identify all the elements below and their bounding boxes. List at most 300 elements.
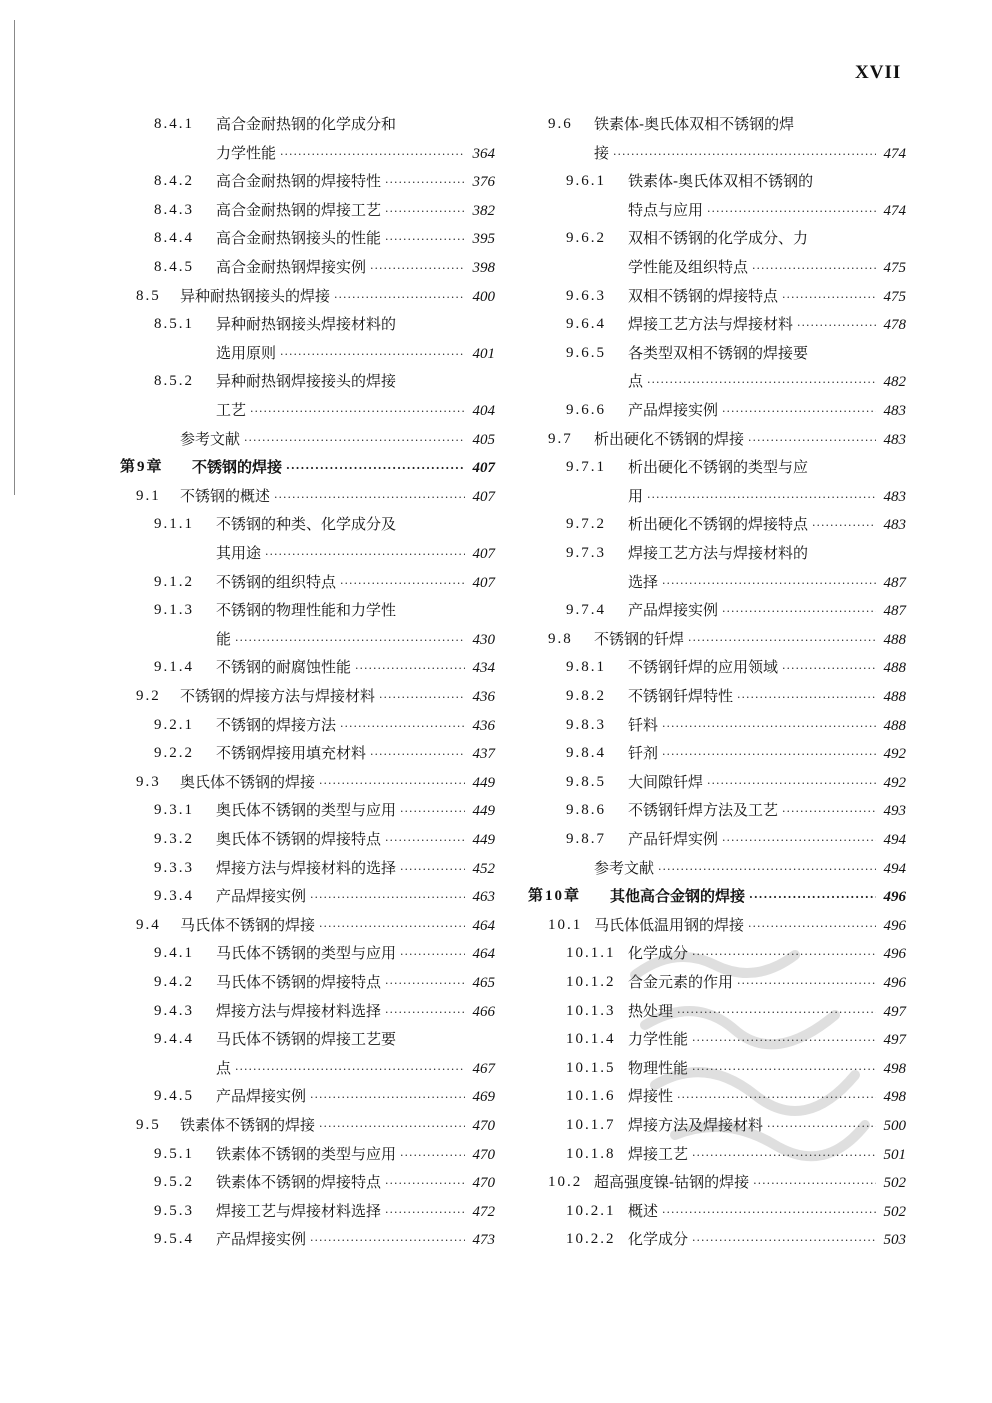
toc-subsection: [154, 224, 495, 253]
toc-number: 9.5.2: [154, 1174, 194, 1191]
dot-leader: [748, 912, 876, 941]
dot-leader: [722, 597, 876, 626]
toc-page-number: 376: [472, 174, 495, 191]
toc-number: 10.1.6: [566, 1088, 616, 1105]
toc-line: [628, 1111, 906, 1141]
toc-section: [136, 911, 495, 940]
toc-title: 异种耐热钢焊接接头的焊接: [216, 372, 397, 391]
toc-number: 9.7.1: [566, 459, 606, 476]
toc-line: [216, 224, 495, 254]
toc-section: [548, 911, 906, 940]
toc-subsection: [566, 682, 906, 711]
toc-chapter: [120, 453, 495, 482]
toc-line: [628, 196, 906, 226]
toc-page-number: 474: [883, 145, 906, 162]
toc-title: 不锈钢的钎焊: [594, 629, 685, 648]
toc-section: [136, 425, 495, 454]
toc-title: 铁素体不锈钢的焊接特点: [216, 1173, 382, 1192]
toc-page-number: 470: [472, 1118, 495, 1134]
toc-subsection: [566, 224, 906, 281]
toc-number: 9.1.1: [154, 516, 194, 533]
toc-title: 奥氏体不锈钢的焊接: [180, 772, 316, 791]
dot-leader: [370, 740, 465, 769]
toc-subsection: [154, 110, 495, 167]
toc-line: [628, 1054, 906, 1084]
toc-title: 超高强度镍-钴钢的焊接: [594, 1173, 750, 1192]
dot-leader: [812, 511, 876, 540]
toc-title: 铁素体-奥氏体双相不锈钢的: [628, 172, 814, 191]
toc-subsection: [566, 1082, 906, 1111]
dot-leader: [385, 1169, 465, 1198]
toc-subsection: [154, 711, 495, 740]
toc-number: 9.1.3: [154, 602, 194, 619]
toc-title: 接: [594, 143, 610, 162]
dot-leader: [692, 1141, 876, 1170]
toc-title: 产品焊接实例: [216, 1230, 307, 1249]
dot-leader: [613, 140, 876, 169]
toc-number: 9.6.6: [566, 402, 606, 418]
toc-number: 10.2.2: [566, 1231, 616, 1248]
dot-leader: [400, 940, 465, 969]
toc-page-number: 482: [883, 374, 906, 391]
toc-title: 不锈钢的种类、化学成分及: [216, 515, 397, 534]
toc-line: [628, 282, 906, 312]
toc-page-number: 503: [883, 1232, 906, 1249]
toc-number: 9.8.4: [566, 745, 606, 762]
dot-leader: [647, 368, 876, 397]
toc-number: 10.2: [548, 1174, 583, 1191]
toc-page-number: 437: [472, 746, 495, 763]
toc-number: 9.7: [548, 430, 573, 447]
toc-number: 9.8.1: [566, 659, 606, 676]
toc-page-number: 407: [472, 460, 495, 477]
toc-page-number: 436: [472, 689, 495, 705]
toc-line: [216, 1140, 495, 1170]
toc-subsection: [566, 1025, 906, 1054]
toc-subsection: [566, 739, 906, 768]
toc-page-number: 488: [883, 631, 906, 648]
toc-subsection: [154, 1082, 495, 1111]
dot-leader: [235, 626, 465, 655]
toc-title: 力学性能: [216, 143, 277, 162]
toc-line: [628, 968, 906, 998]
toc-line: [628, 367, 906, 397]
toc-number: 10.1.3: [566, 1002, 616, 1019]
toc-subsection: [154, 510, 495, 567]
dot-leader: [385, 1198, 465, 1227]
toc-page-number: 395: [472, 231, 495, 248]
toc-number: 9.1: [136, 487, 161, 504]
toc-page-number: 472: [472, 1203, 495, 1220]
toc-subsection: [566, 310, 906, 339]
toc-number: 9.5.4: [154, 1231, 194, 1248]
toc-title: 析出硬化不锈钢的焊接特点: [628, 515, 809, 534]
toc-title: 其他高合金钢的焊接: [610, 887, 746, 906]
toc-title: 铁素体-奥氏体双相不锈钢的焊: [594, 115, 795, 133]
toc-page-number: 382: [472, 202, 495, 219]
dot-leader: [692, 1226, 876, 1255]
toc-number: 9.5.3: [154, 1202, 194, 1219]
toc-title: 异种耐热钢接头焊接材料的: [216, 315, 397, 334]
toc-line: [180, 425, 495, 455]
toc-section: [136, 282, 495, 311]
toc-title: 化学成分: [628, 1230, 689, 1249]
toc-number: 9.7.4: [566, 602, 606, 619]
toc-title: 参考文献: [594, 858, 655, 877]
toc-subsection: [566, 653, 906, 682]
toc-line: [628, 253, 906, 283]
toc-page-number: 434: [472, 660, 495, 677]
toc-line: [216, 997, 495, 1027]
toc-number: 第10章: [528, 888, 582, 905]
dot-leader: [310, 1226, 465, 1255]
toc-title: 热处理: [628, 1001, 674, 1020]
toc-page-number: 469: [472, 1089, 495, 1106]
toc-page-number: 449: [472, 803, 495, 820]
toc-title: 焊接性: [628, 1087, 674, 1106]
toc-number: 10.2.1: [566, 1202, 616, 1219]
toc-number: 10.1.7: [566, 1117, 616, 1133]
toc-title: 其用途: [216, 543, 262, 562]
toc-page-number: 483: [883, 488, 906, 505]
toc-title: 马氏体不锈钢的类型与应用: [216, 944, 397, 963]
toc-line: [628, 568, 906, 598]
toc-line: [216, 1082, 495, 1112]
toc-title: 合金元素的作用: [628, 973, 734, 991]
toc-number: 9.4.1: [154, 945, 194, 962]
toc-subsection: [154, 1197, 495, 1226]
toc-page-number: 500: [883, 1118, 906, 1134]
dot-leader: [782, 283, 876, 312]
toc-line: [628, 396, 906, 426]
toc-subsection: [154, 739, 495, 768]
toc-page-number: 400: [472, 288, 495, 305]
toc-line: [628, 482, 906, 512]
dot-leader: [692, 1055, 876, 1084]
toc-subsection: [566, 396, 906, 425]
toc-title: 焊接工艺方法与焊接材料: [628, 315, 794, 334]
toc-line: [628, 1197, 906, 1227]
toc-line: [180, 911, 495, 941]
toc-page-number: 498: [883, 1060, 906, 1077]
toc-page-number: 492: [883, 746, 906, 763]
dot-leader: [722, 397, 876, 426]
toc-page-number: 496: [883, 917, 906, 934]
toc-subsection: [566, 1054, 906, 1083]
toc-title: 不锈钢的焊接方法与焊接材料: [180, 687, 376, 705]
dot-leader: [688, 626, 876, 655]
toc-subsection: [566, 282, 906, 311]
toc-title: 高合金耐热钢的焊接工艺: [216, 200, 382, 219]
dot-leader: [250, 397, 465, 426]
toc-line: [216, 825, 495, 855]
toc-number: 9.2.1: [154, 716, 194, 733]
toc-title: 焊接工艺与焊接材料选择: [216, 1201, 382, 1220]
toc-number: 9.3.4: [154, 888, 194, 905]
toc-subsection: [154, 367, 495, 424]
toc-title: 产品焊接实例: [216, 887, 307, 906]
toc-number: 8.5: [136, 287, 161, 304]
toc-subsection: [154, 310, 495, 367]
toc-subsection: [566, 796, 906, 825]
toc-subsection: [566, 768, 906, 797]
toc-title: 参考文献: [180, 429, 241, 448]
toc-title: 物理性能: [628, 1058, 689, 1077]
toc-page-number: 464: [472, 917, 495, 934]
toc-title: 异种耐热钢接头的焊接: [180, 286, 331, 305]
toc-subsection: [566, 825, 906, 854]
dot-leader: [400, 855, 465, 884]
toc-title: 各类型双相不锈钢的焊接要: [628, 343, 809, 362]
toc-number: 9.4.4: [154, 1031, 194, 1048]
toc-page-number: 496: [883, 975, 906, 991]
toc-title: 马氏体低温用钢的焊接: [594, 915, 745, 934]
toc-title: 双相不锈钢的焊接特点: [628, 286, 779, 305]
toc-title: 焊接工艺: [628, 1144, 689, 1163]
toc-number: 9.8.5: [566, 773, 606, 790]
toc-title: 点: [216, 1058, 232, 1077]
dot-leader: [379, 683, 465, 712]
toc-title: 马氏体不锈钢的焊接: [180, 915, 316, 934]
toc-number: 9.2.2: [154, 745, 194, 762]
toc-line: [216, 339, 495, 369]
toc-page-number: 494: [883, 860, 906, 877]
dot-leader: [334, 283, 465, 312]
toc-line: [216, 539, 495, 569]
toc-line: [216, 167, 495, 197]
toc-subsection: [566, 453, 906, 510]
dot-leader: [647, 483, 876, 512]
dot-leader: [280, 340, 465, 369]
dot-leader: [752, 254, 876, 283]
toc-page-number: 401: [472, 345, 495, 362]
toc-title: 学性能及组织特点: [628, 257, 749, 276]
toc-number: 9.7.3: [566, 545, 606, 561]
toc-line: [216, 625, 495, 655]
toc-title: 用: [628, 486, 644, 505]
toc-subsection: [154, 653, 495, 682]
toc-page-number: 474: [883, 202, 906, 219]
toc-number: 9.6: [548, 116, 573, 132]
dot-leader: [274, 483, 465, 512]
toc-line: [628, 510, 906, 540]
toc-title: 选择: [628, 572, 659, 591]
dot-leader: [692, 940, 876, 969]
toc-section: [548, 110, 906, 167]
toc-number: 9.6.5: [566, 344, 606, 361]
toc-line: [216, 1197, 495, 1227]
toc-line: [628, 997, 906, 1027]
toc-title: 马氏体不锈钢的焊接工艺要: [216, 1030, 397, 1049]
toc-title: 不锈钢钎焊的应用领域: [628, 658, 779, 677]
toc-title: 奥氏体不锈钢的类型与应用: [216, 801, 397, 820]
toc-title: 产品焊接实例: [216, 1087, 307, 1106]
toc-page-number: 465: [472, 975, 495, 991]
toc-number: 9.4.2: [154, 974, 194, 990]
toc-title: 不锈钢的耐腐蚀性能: [216, 658, 352, 677]
toc-subsection: [566, 997, 906, 1026]
toc-page-number: 494: [883, 832, 906, 848]
toc-page-number: 436: [472, 717, 495, 734]
toc-page-number: 501: [883, 1146, 906, 1163]
toc-line: [216, 882, 495, 912]
toc-line: [180, 482, 495, 512]
toc-number: 10.1.1: [566, 945, 616, 962]
toc-line: [628, 596, 906, 626]
toc-subsection: [566, 539, 906, 596]
toc-title: 产品焊接实例: [628, 401, 719, 419]
toc-page-number: 497: [883, 1032, 906, 1049]
toc-title: 析出硬化不锈钢的类型与应: [628, 458, 809, 477]
toc-line: [180, 282, 495, 312]
toc-line: [180, 1111, 495, 1141]
toc-line: [628, 1025, 906, 1055]
toc-subsection: [566, 596, 906, 625]
toc-number: 8.4.4: [154, 230, 194, 247]
toc-title: 大间隙钎焊: [628, 772, 704, 791]
toc-number: 9.2: [136, 688, 161, 704]
toc-title: 力学性能: [628, 1030, 689, 1049]
toc-page-number: 493: [883, 803, 906, 820]
dot-leader: [400, 797, 465, 826]
toc-section: [548, 854, 906, 883]
toc-page-number: 502: [883, 1203, 906, 1220]
dot-leader: [355, 654, 465, 683]
toc-line: [628, 1140, 906, 1170]
toc-subsection: [154, 167, 495, 196]
toc-title: 钎剂: [628, 744, 659, 763]
toc-page-number: 407: [472, 545, 495, 562]
toc-title: 不锈钢钎焊方法及工艺: [628, 801, 779, 820]
toc-title: 焊接工艺方法与焊接材料的: [628, 544, 809, 562]
toc-page-number: 475: [883, 259, 906, 276]
dot-leader: [310, 1083, 465, 1112]
toc-title: 钎料: [628, 715, 659, 734]
toc-line: [628, 711, 906, 741]
toc-line: [610, 882, 906, 912]
toc-page-number: 483: [883, 403, 906, 419]
page-number: XVII: [855, 62, 902, 83]
toc-line: [216, 568, 495, 598]
toc-subsection: [154, 1225, 495, 1254]
toc-page-number: 502: [883, 1175, 906, 1192]
toc-number: 9.5.1: [154, 1145, 194, 1162]
toc-number: 9.3: [136, 773, 161, 790]
toc-title: 高合金耐热钢的焊接特性: [216, 172, 382, 191]
dot-leader: [385, 969, 465, 998]
toc-page-number: 430: [472, 631, 495, 648]
dot-leader: [737, 683, 876, 712]
toc-number: 9.3.3: [154, 859, 194, 876]
toc-line: [216, 1168, 495, 1198]
toc-chapter: [528, 882, 906, 911]
toc-number: 9.7.2: [566, 516, 606, 533]
toc-number: 9.1.2: [154, 573, 194, 590]
dot-leader: [692, 1026, 876, 1055]
dot-leader: [749, 883, 876, 912]
toc-line: [628, 310, 906, 340]
toc-title: 点: [628, 372, 644, 391]
dot-leader: [286, 454, 465, 483]
toc-number: 9.8.7: [566, 831, 606, 847]
toc-line: [216, 653, 495, 683]
toc-page-number: 405: [472, 431, 495, 448]
toc-subsection: [566, 510, 906, 539]
toc-section: [548, 425, 906, 454]
toc-section: [136, 682, 495, 711]
dot-leader: [767, 1112, 876, 1141]
dot-leader: [797, 311, 876, 340]
toc-page-number: 475: [883, 288, 906, 305]
toc-line: [594, 139, 906, 169]
dot-leader: [753, 1169, 876, 1198]
toc-page-number: 398: [472, 260, 495, 276]
toc-line: [628, 939, 906, 969]
toc-title: 析出硬化不锈钢的焊接: [594, 429, 745, 448]
toc-line: [216, 253, 495, 283]
toc-line: [216, 854, 495, 884]
toc-number: 10.1.4: [566, 1031, 616, 1048]
toc-subsection: [566, 1225, 906, 1254]
toc-subsection: [154, 997, 495, 1026]
toc-page-number: 473: [472, 1232, 495, 1249]
toc-number: 9.6.1: [566, 173, 606, 190]
toc-title: 焊接方法与焊接材料选择: [216, 1001, 382, 1020]
toc-subsection: [154, 568, 495, 597]
toc-title: 双相不锈钢的化学成分、力: [628, 229, 809, 248]
toc-page-number: 488: [883, 717, 906, 734]
dot-leader: [662, 740, 876, 769]
toc-line: [216, 796, 495, 826]
toc-subsection: [566, 968, 906, 997]
toc-title: 不锈钢的组织特点: [216, 572, 337, 591]
toc-number: 8.4.2: [154, 173, 194, 190]
toc-number: 10.1.2: [566, 974, 616, 990]
toc-subsection: [566, 167, 906, 224]
toc-line: [216, 396, 495, 426]
dot-leader: [310, 883, 465, 912]
toc-page-number: 497: [883, 1003, 906, 1020]
toc-page-number: 488: [883, 689, 906, 705]
toc-page-number: 364: [472, 145, 495, 162]
toc-number: 10.1.5: [566, 1059, 616, 1076]
dot-leader: [662, 569, 876, 598]
toc-line: [594, 625, 906, 655]
dot-leader: [662, 1198, 876, 1227]
toc-line: [216, 739, 495, 769]
toc-line: [594, 425, 906, 455]
toc-subsection: [566, 711, 906, 740]
toc-page-number: 496: [883, 946, 906, 963]
toc-subsection: [154, 1025, 495, 1082]
toc-title: 铁素体不锈钢的焊接: [180, 1116, 316, 1134]
toc-page-number: 487: [883, 603, 906, 620]
dot-leader: [265, 540, 465, 569]
toc-line: [628, 682, 906, 712]
toc-line: [594, 854, 906, 884]
toc-page-number: 404: [472, 402, 495, 419]
toc-title: 不锈钢钎焊特性: [628, 687, 734, 705]
dot-leader: [385, 998, 465, 1027]
toc-page-number: 407: [472, 574, 495, 591]
toc-title: 选用原则: [216, 343, 277, 362]
toc-subsection: [154, 939, 495, 968]
dot-leader: [340, 569, 465, 598]
dot-leader: [400, 1141, 465, 1170]
dot-leader: [677, 998, 876, 1027]
toc-title: 不锈钢的焊接方法: [216, 715, 337, 734]
toc-number: 9.4: [136, 916, 161, 933]
